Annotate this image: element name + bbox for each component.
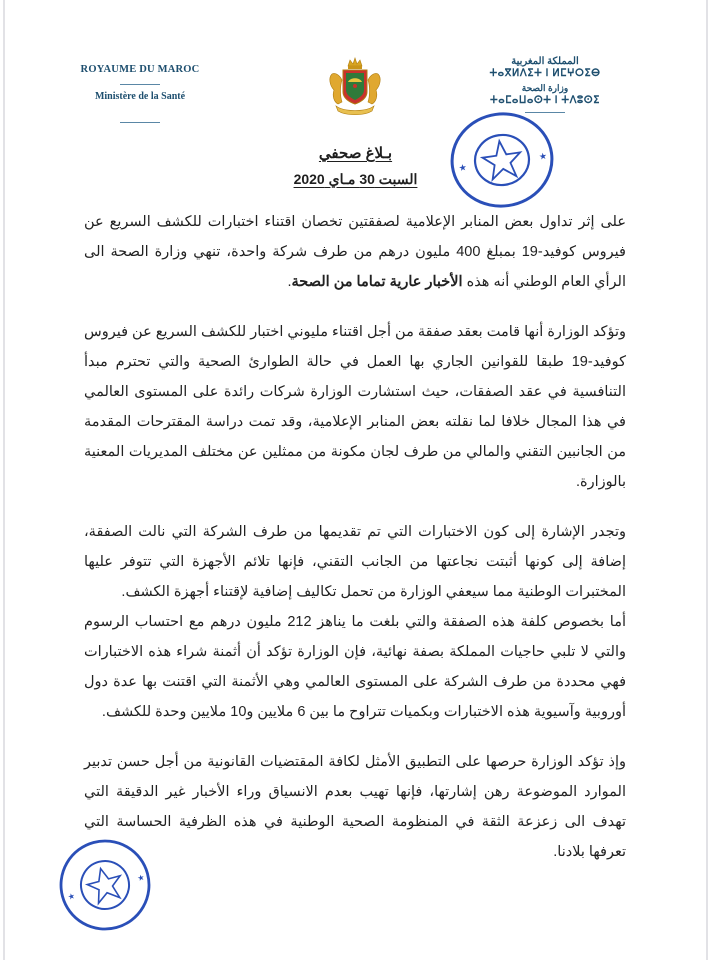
letterhead-french bbox=[60, 64, 220, 123]
emphasis-text: الأخبار عارية تماما من الصحة bbox=[291, 274, 463, 290]
press-release-body bbox=[84, 207, 626, 887]
country-name-fr: ROYAUME DU MAROC bbox=[80, 64, 200, 75]
svg-text:★: ★ bbox=[458, 163, 468, 175]
paragraph-3: وتجدر الإشارة إلى كون الاختبارات التي تم تقديمها من طرف الشركة التي نالت الصفقة، إضافة إلى كونها أثبتت نجاعتها من الجانب التقني، فإنها تلائم الأجهزة التي تتوفر عليها المختبرات الوطنية مما سيعفي الوزارة من تحمل تكاليف إضافية لإقتناء أجهزة الكشف. bbox=[84, 524, 626, 600]
country-name-tifinagh: ⵜⴰⴳⵍⴷⵉⵜ ⵏ ⵍⵎⵖⵔⵉⴱ bbox=[489, 68, 601, 79]
press-release-date: السبت 30 مـاي 2020 bbox=[293, 171, 418, 187]
paragraph-2: وتؤكد الوزارة أنها قامت بعقد صفقة من أجل اقتناء مليوني اختبار للكشف السريع عن فيروس كوفيد-19 طبقا للقوانين الجاري بها العمل في حالة الطوارئ الصحية والتي تحترم مبدأ التنافسية في عقد الصفقات، حيث استشارت الوزارة شركات رائدة على المستوى العالمي في هذا المجال خلافا لما نقلته بعض المنابر الإعلامية، وقد تمت دراسة المقترحات المقدمة من الجانبين التقني والمالي من طرف لجان مكونة من ممثلين عن مختلف المديريات المعنية بالوزارة. bbox=[84, 324, 626, 490]
divider bbox=[120, 84, 160, 85]
svg-text:★: ★ bbox=[66, 891, 77, 902]
royal-coat-of-arms-icon bbox=[326, 56, 384, 118]
paragraph-text: . bbox=[287, 274, 292, 290]
ministry-name-fr: Ministère de la Santé bbox=[94, 91, 186, 102]
country-name-ar: المملكة المغربية bbox=[511, 56, 579, 67]
letterhead-arabic bbox=[470, 56, 620, 113]
paragraph-1 bbox=[84, 207, 626, 297]
ministry-name-ar: وزارة الصحة bbox=[521, 83, 569, 93]
ministry-name-tifinagh: ⵜⴰⵎⴰⵡⴰⵙⵜ ⵏ ⵜⴷⵓⵙⵉ bbox=[490, 95, 600, 106]
paragraph-5: وإذ تؤكد الوزارة حرصها على التطبيق الأمثل لكافة المقتضيات القانونية من أجل حسن تدبير الموارد الموضوعة رهن إشارتها، فإنها تهيب بعدم الانسياق وراء الأخبار غير الدقيقة التي تهدف الى زعزعة الثقة في المنظومة الصحية الوطنية في هذه الظرفية الحساسة التي تعرفها بلادنا. bbox=[84, 754, 626, 860]
svg-text:★: ★ bbox=[538, 151, 548, 163]
paragraph-4: أما بخصوص كلفة هذه الصفقة والتي بلغت ما يناهز 212 مليون درهم مع احتساب الرسوم والتي لا تلبي حاجيات المملكة بصفة نهائية، فإن الوزارة تؤكد أن أثمنة شراء هذه الاختبارات فهي محددة من طرف الشركة على المستوى العالمي وهي الأثمنة التي اقتنت بها عدة دول أوروبية وآسيوية هذه الاختبارات وبكميات تتراوح ما بين 6 ملايين و10 ملايين وحدة للكشف. bbox=[84, 614, 627, 720]
divider bbox=[120, 122, 160, 123]
ministry-stamp-icon bbox=[58, 838, 153, 933]
svg-text:★: ★ bbox=[136, 872, 146, 884]
press-release-heading: بـلاغ صحفي bbox=[318, 145, 393, 162]
paragraph-text: على إثر تداول بعض المنابر الإعلامية لصفقتين تخصان اقتناء اختبارات للكشف السريع عن فيروس كوفيد-19 بمبلغ 400 مليون درهم من طرف شركة واحدة، تنهي وزارة الصحة الى الرأي العام الوطني أنه هذه bbox=[84, 214, 626, 290]
